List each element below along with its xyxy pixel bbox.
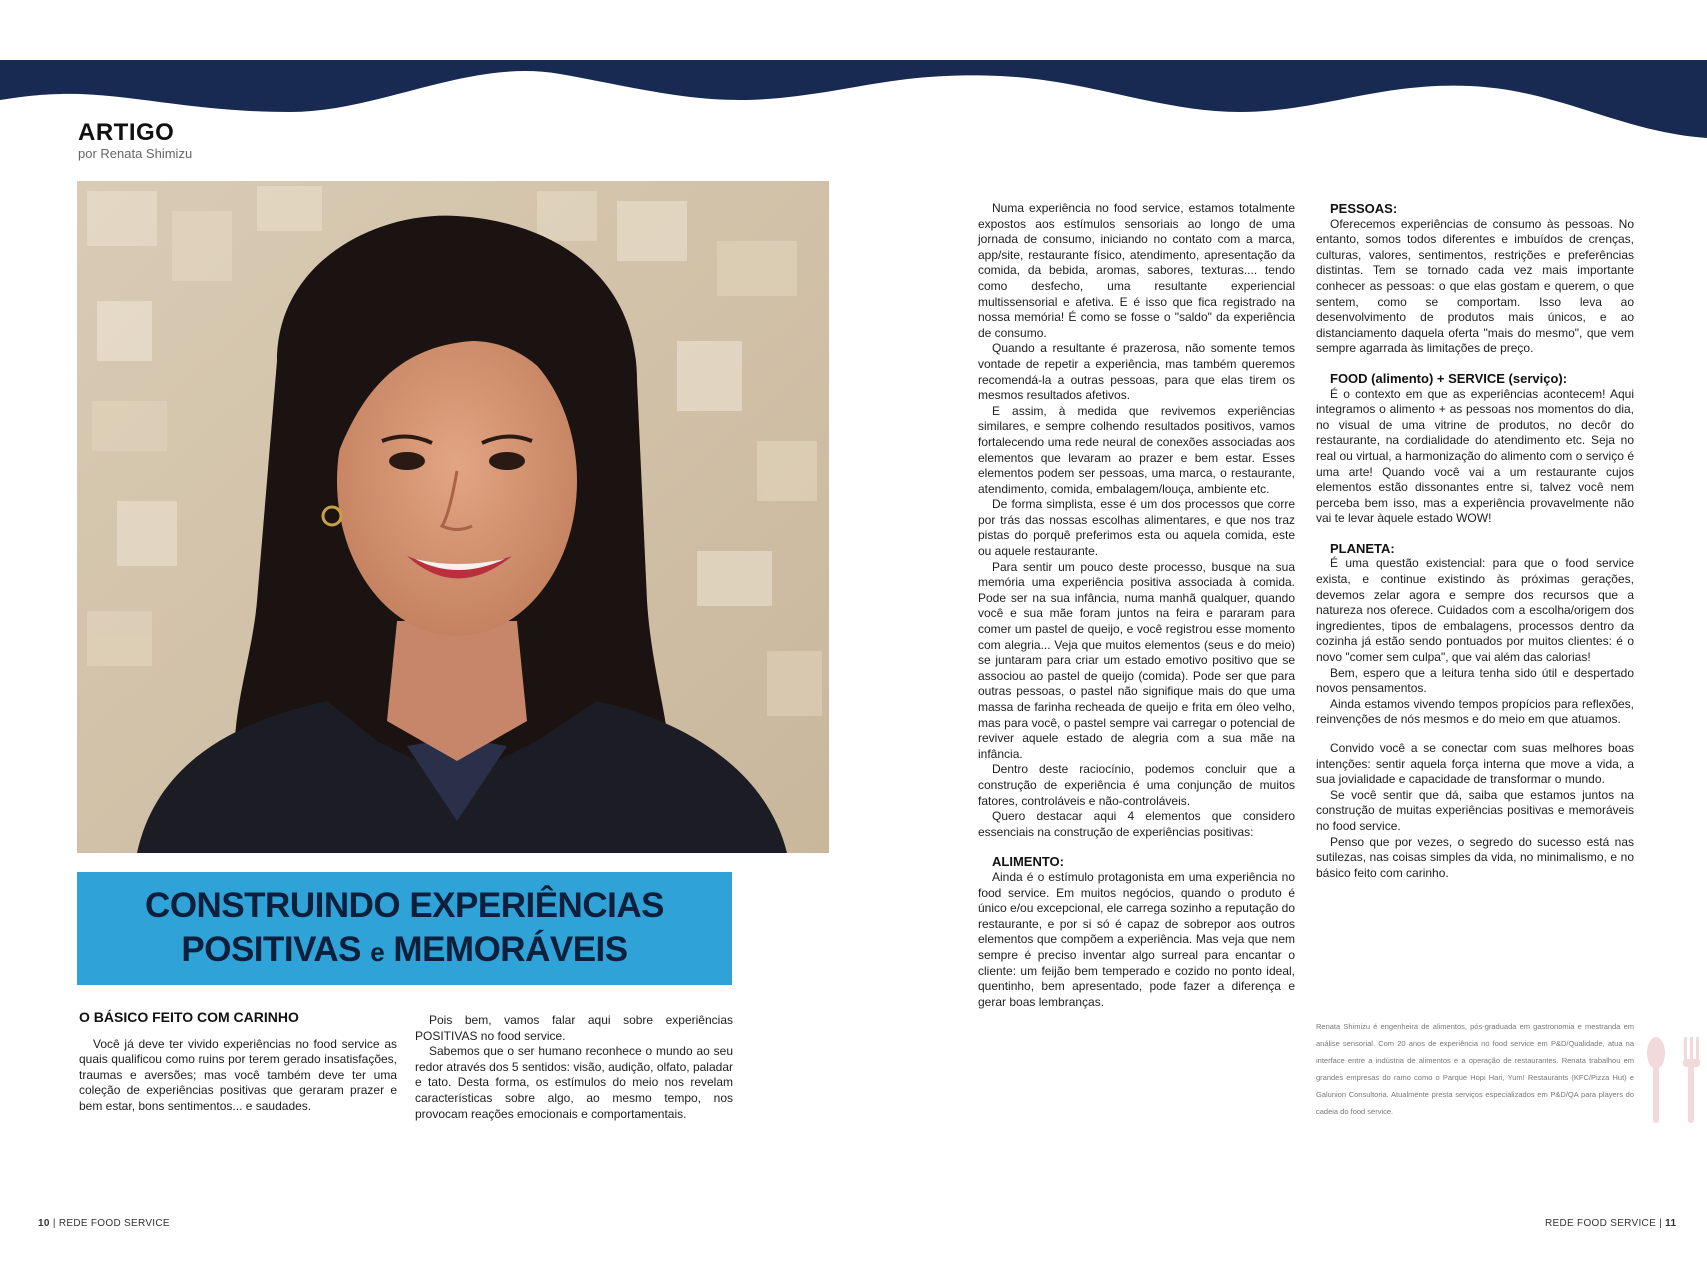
paragraph: É uma questão existencial: para que o food service exista, e continue existindo às próximas gerações, devemos zelar agora e sempre dos recursos que a natureza nos oferece. Cuidados com a escolha/origem dos ingredientes, tipos de embalagens, processos dentro da cozinha já estão sendo pontuados por muitos clientes: é o novo "comer sem culpa", que vai além das calorias!: [1316, 556, 1634, 665]
title-word-positivas: POSITIVAS: [181, 929, 361, 969]
footer-left: [38, 1218, 170, 1229]
paragraph: Numa experiência no food service, estamos totalmente expostos aos estímulos sensoriais ao longo de uma jornada de consumo, iniciando no contato com a marca, app/site, restaurante físico, atendimento, apresentação da comida, da bebida, aromas, sabores, texturas.... tendo como desfecho, uma resultante experiencial multissensorial e afetiva. E é isso que fica registrado na nossa memória! É como se fosse o "saldo" da experiência de consumo.: [978, 201, 1295, 340]
author-bio: Renata Shimizu é engenheira de alimentos, pós-graduada em gastronomia e mestranda em análise sensorial. Com 20 anos de experiência no food service em P&D/Qualidade, atua na interface entre a indústria de alimentos e a operação de restaurantes. Renata trabalhou em grandes empresas do ramo como o Parque Hopi Hari, Yum! Restaurants (KFC/Pizza Hut) e Galunion Consultoria. Atualmente presta serviços especializados em P&D/QA para players do cadeia do food service.: [1316, 1022, 1634, 1116]
paragraph: Ainda estamos vivendo tempos propícios para reflexões, reinvenções de nós mesmos e do meio em que atuamos.: [1316, 696, 1634, 727]
left-column-2: [415, 1013, 733, 1122]
paragraph: É o contexto em que as experiências acontecem! Aqui integramos o alimento + as pessoas nos momentos do dia, no visual de uma vitrine de produtos, no decôr do restaurante, na cordialidade do atendimento etc. Seja no real ou virtual, a harmonização do alimento com o serviço é uma arte! Quando você vai a um restaurante cujos elementos estão dissonantes entre si, talvez você nem perceba bem isso, mas a experiência provavelmente não vai te levar àquele estado WOW!: [1316, 386, 1634, 526]
title-word-e: e: [370, 936, 385, 967]
subheading-food-service: FOOD (alimento) + SERVICE (serviço):: [1330, 370, 1568, 386]
title-line-2: [181, 928, 627, 974]
page-number-right: 11: [1665, 1218, 1677, 1229]
title-word-memoraveis: MEMORÁVEIS: [393, 929, 628, 969]
paragraph: Oferecemos experiências de consumo às pessoas. No entanto, somos todos diferentes e imbuídos de crenças, culturas, valores, sentimentos, restrições e preferências distintas. Tem se tornado cada vez mais importante conhecer as pessoas: o que elas gostam e querem, o que sentem, como se comportam. Isso leva ao desenvolvimento de produtos mais únicos, e ao distanciamento daquela oferta "mais do mesmo", que vem sempre agarrada às limitações de preço.: [1316, 216, 1634, 356]
paragraph: Você já deve ter vivido experiências no food service as quais qualificou como ruins por terem gerado insatisfações, traumas e aversões; mas você também deve ter uma coleção de experiências positivas que geraram prazer e bem estar, bons sentimentos... e saudades.: [79, 1036, 397, 1113]
footer-right: [1545, 1218, 1676, 1229]
paragraph: De forma simplista, esse é um dos processos que corre por trás das nossas escolhas alimentares, e que nos traz pistas do porquê preferimos esta ou aquela comida, este ou aquele restaurante.: [978, 497, 1295, 559]
author-photo: [77, 181, 829, 853]
right-column-2: [1316, 201, 1634, 881]
section-label: ARTIGO: [78, 119, 175, 146]
subheading-basico: O BÁSICO FEITO COM CARINHO: [79, 1009, 299, 1025]
paragraph: Bem, espero que a leitura tenha sido útil e despertado novos pensamentos.: [1316, 665, 1634, 696]
subheading-pessoas: PESSOAS:: [1330, 201, 1398, 216]
footer-separator: |: [1659, 1218, 1663, 1229]
title-line-1: CONSTRUINDO EXPERIÊNCIAS: [145, 885, 664, 925]
paragraph: Ainda é o estímulo protagonista em uma experiência no food service. Em muitos negócios, quando o produto é único e/ou excepcional, ele carrega sozinho a reputação do restaurante, e por si só é capaz de sobrepor aos outros elementos que compõem a experiência. Mas veja que nem sempre é preciso inventar algo surreal para encantar o cliente: um feijão bem temperado e cozido no ponto ideal, quentinho, bem apresentado, pode fazer a diferença e gerar boas lembranças.: [978, 869, 1295, 1009]
paragraph: Penso que por vezes, o segredo do sucesso está nas sutilezas, nas coisas simples da vida, no minimalismo, e no básico feito com carinho.: [1316, 834, 1634, 880]
paragraph: Quando a resultante é prazerosa, não somente temos vontade de repetir a experiência, mas também queremos recomendá-la a outras pessoas, para que elas tirem os mesmos resultados afetivos.: [978, 341, 1295, 403]
paragraph: Sabemos que o ser humano reconhece o mundo ao seu redor através dos 5 sentidos: visão, audição, olfato, paladar e tato. Desta forma, os estímulos do meio nos revelam características sobre algo, ao mesmo tempo, nos provocam reações emocionais e comportamentais.: [415, 1044, 733, 1121]
header-wave: [0, 0, 1707, 150]
left-column-1: [79, 1010, 397, 1115]
article-title: [77, 872, 732, 985]
page-number-left: 10: [38, 1218, 50, 1229]
footer-publication-left: REDE FOOD SERVICE: [58, 1218, 170, 1229]
footer-separator: |: [52, 1218, 56, 1229]
paragraph: E assim, à medida que revivemos experiências similares, e sempre colhendo resultados positivos, vamos fortalecendo uma rede neural de conexões associadas aos elementos que levaram ao prazer e bem estar. Esses elementos podem ser pessoas, uma marca, o restaurante, atendimento, comida, embalagem/louça, ambiente etc.: [978, 403, 1295, 496]
subheading-planeta: PLANETA:: [1330, 540, 1395, 556]
paragraph: Para sentir um pouco deste processo, busque na sua memória uma experiência positiva associada à comida. Pode ser na sua infância, numa manhã qualquer, quando você e sua mãe foram juntos na feira e pararam para comer um pastel de queijo, e você registrou esse momento com alegria... Veja que muitos elementos (seus e do meio) se juntaram para criar um estado emotivo positivo que se associou ao pastel de queijo (comida). Pode ser que para outras pessoas, o pastel não signifique mais do que uma massa de farinha recheada de queijo e frita em óleo velho, mas para você, o pastel sempre vai carregar o potencial de reviver aquele estado de alegria com a sua mãe na infância.: [978, 559, 1295, 761]
footer-publication-right: REDE FOOD SERVICE: [1545, 1218, 1657, 1229]
subheading-alimento: ALIMENTO:: [992, 854, 1064, 870]
paragraph: Se você sentir que dá, saiba que estamos juntos na construção de muitas experiências positivas e memoráveis no food service.: [1316, 787, 1634, 833]
author-byline: por Renata Shimizu: [78, 146, 193, 161]
cutlery-icon: [1636, 1035, 1706, 1125]
paragraph: Pois bem, vamos falar aqui sobre experiências POSITIVAS no food service.: [415, 1013, 733, 1043]
paragraph: Convido você a se conectar com suas melhores boas intenções: sentir aquela força interna que move a vida, a sua jovialidade e capacidade de transformar o mundo.: [1316, 741, 1634, 787]
right-column-1: [978, 201, 1295, 1010]
paragraph: Quero destacar aqui 4 elementos que considero essenciais na construção de experiências positivas:: [978, 809, 1295, 839]
paragraph: Dentro deste raciocínio, podemos concluir que a construção de experiência é uma conjunção de muitos fatores, controláveis e não-controláveis.: [978, 762, 1295, 808]
